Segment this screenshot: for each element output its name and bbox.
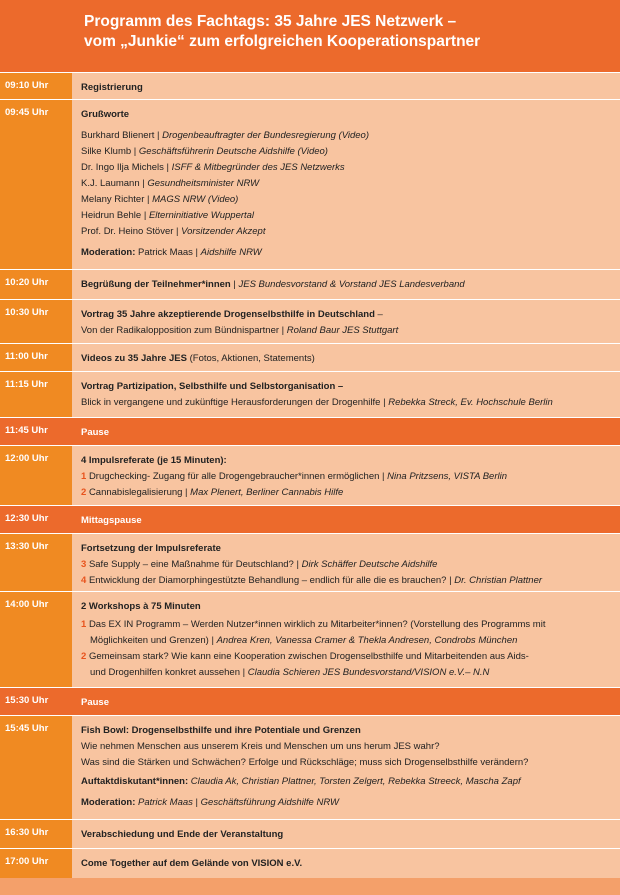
row-content: Videos zu 35 Jahre JES (Fotos, Aktionen, Statements) <box>72 344 620 371</box>
agenda-row-pause <box>0 417 620 445</box>
agenda-row <box>0 445 620 505</box>
time-cell: 15:30 Uhr <box>0 688 72 715</box>
row-title: Registrierung <box>72 73 620 99</box>
speaker-line: Burkhard Blienert | Drogenbeauftragter der Bundesregierung (Video) <box>81 130 370 141</box>
row-title: Grußworte <box>81 109 130 120</box>
agenda-row <box>0 591 620 687</box>
time-cell: 09:10 Uhr <box>0 73 72 99</box>
speaker-line: Heidrun Behle | Elterninitiative Wuppertal <box>81 210 255 221</box>
row-title: Mittagspause <box>72 506 620 533</box>
time-cell: 11:45 Uhr <box>0 418 72 445</box>
agenda-row <box>0 99 620 269</box>
row-title: Come Together auf dem Gelände von VISION e.V. <box>72 849 620 878</box>
time-cell: 15:45 Uhr <box>0 716 72 819</box>
time-cell: 14:00 Uhr <box>0 592 72 687</box>
time-cell: 12:30 Uhr <box>0 506 72 533</box>
speaker-line: K.J. Laumann | Gesundheitsminister NRW <box>81 178 260 189</box>
speaker-line: Prof. Dr. Heino Stöver | Vorsitzender Akzept <box>81 226 266 237</box>
row-content: Vortrag Partizipation, Selbsthilfe und Selbstorganisation – Blick in vergangene und zukünftige Herausforderungen der Drogenhilfe | Rebekka Streck, Ev. Hochschule Berlin <box>72 372 620 417</box>
row-title: Pause <box>72 688 620 715</box>
row-content: 4 Impulsreferate (je 15 Minuten): 1 Drugchecking- Zugang für alle Drogengebraucher*innen ermöglichen | Nina Pritzsens, VISTA Berlin 2 Cannabislegalisierung | Max Plenert, Berliner Cannabis Hilfe <box>72 446 620 505</box>
row-title: Pause <box>72 418 620 445</box>
agenda-row <box>0 715 620 819</box>
agenda-row <box>0 848 620 878</box>
header-title-line2: vom „Junkie“ zum erfolgreichen Kooperationspartner <box>84 33 481 50</box>
row-content: Begrüßung der Teilnehmer*innen | JES Bundesvorstand & Vorstand JES Landesverband <box>72 270 620 299</box>
row-content: Fish Bowl: Drogenselbsthilfe und ihre Potentiale und Grenzen Wie nehmen Menschen aus unserem Kreis und Menschen um uns herum JES wahr? Was sind die Stärken und Schwächen? Erfolge und Rückschläge; muss sich Drogenselbsthilfe verändern? Auftaktdiskutant*innen: Claudia Ak, Christian Plattner, Torsten Zelgert, Rebekka Streeck, Mascha Zapf Moderation: Patrick Maas | Geschäftsführung Aidshilfe NRW <box>72 716 620 819</box>
agenda-row <box>0 72 620 99</box>
time-cell: 13:30 Uhr <box>0 534 72 591</box>
time-cell: 12:00 Uhr <box>0 446 72 505</box>
row-title: Verabschiedung und Ende der Veranstaltung <box>72 820 620 848</box>
time-cell: 16:30 Uhr <box>0 820 72 848</box>
agenda-row <box>0 371 620 417</box>
time-cell: 10:20 Uhr <box>0 270 72 299</box>
row-content: Vortrag 35 Jahre akzeptierende Drogenselbsthilfe in Deutschland – Von der Radikalopposition zum Bündnispartner | Roland Baur JES Stuttgart <box>72 300 620 343</box>
speaker-line: Melany Richter | MAGS NRW (Video) <box>81 194 239 205</box>
agenda-row <box>0 533 620 591</box>
program-header <box>0 0 620 72</box>
agenda-row <box>0 269 620 299</box>
time-cell: 09:45 Uhr <box>0 100 72 269</box>
time-cell: 11:15 Uhr <box>0 372 72 417</box>
row-content: Fortsetzung der Impulsreferate 3 Safe Supply – eine Maßnahme für Deutschland? | Dirk Schäffer Deutsche Aidshilfe 4 Entwicklung der Diamorphingestützte Behandlung – endlich für alle die es brauchen? | Dr. Christian Plattner <box>72 534 620 591</box>
moderation-line: Moderation: Patrick Maas | Aidshilfe NRW <box>81 247 262 258</box>
time-cell: 17:00 Uhr <box>0 849 72 878</box>
agenda-row <box>0 343 620 371</box>
row-content <box>72 100 620 269</box>
agenda-row <box>0 299 620 343</box>
row-content: 2 Workshops à 75 Minuten 1 Das EX IN Programm – Werden Nutzer*innen wirklich zu Mitarbeiter*innen? (Vorstellung des Programms mit Möglichkeiten und Grenzen) | Andrea Kren, Vanessa Cramer & Thekla Andresen, Condrobs München 2 Gemeinsam stark? Wie kann eine Kooperation zwischen Drogenselbsthilfe und Mitarbeitenden aus Aids- und Drogenhilfen konkret aussehen | Claudia Schieren JES Bundesvorstand/VISION e.V.– N.N <box>72 592 620 687</box>
agenda-row-pause <box>0 687 620 715</box>
agenda-row-pause <box>0 505 620 533</box>
header-title-line1: Programm des Fachtags: 35 Jahre JES Netzwerk – <box>84 13 457 30</box>
time-cell: 10:30 Uhr <box>0 300 72 343</box>
agenda-row <box>0 819 620 848</box>
speaker-line: Dr. Ingo Ilja Michels | ISFF & Mitbegründer des JES Netzwerks <box>81 162 345 173</box>
time-cell: 11:00 Uhr <box>0 344 72 371</box>
speaker-line: Silke Klumb | Geschäftsführerin Deutsche Aidshilfe (Video) <box>81 146 328 157</box>
